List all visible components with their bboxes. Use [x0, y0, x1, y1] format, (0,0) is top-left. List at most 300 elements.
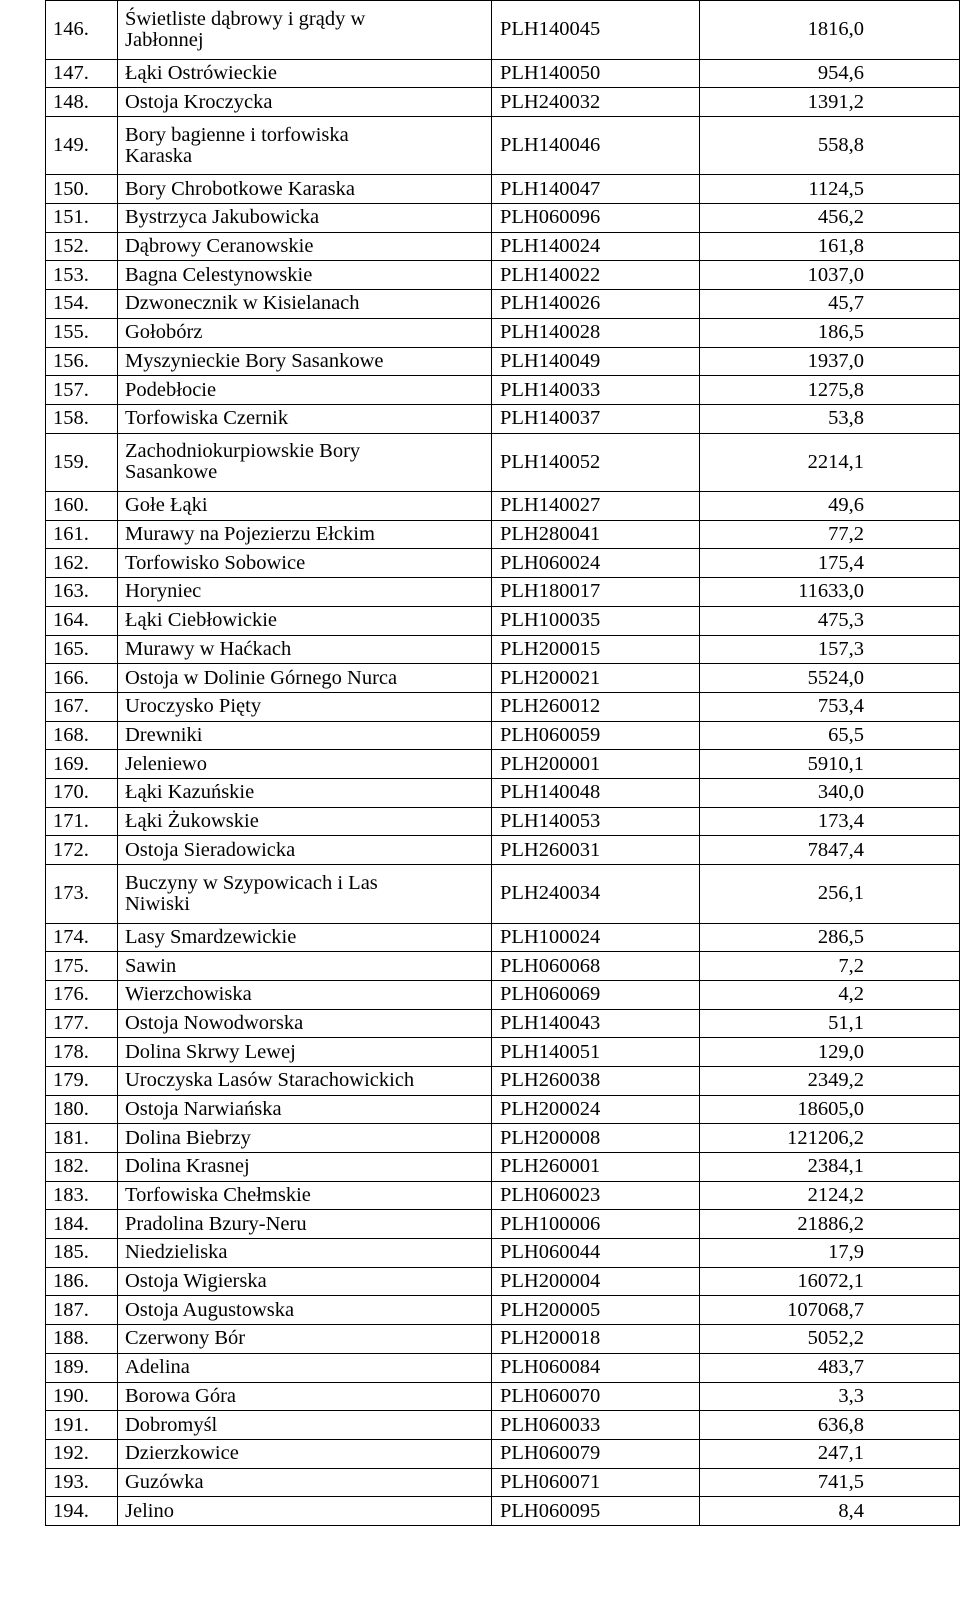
- site-area-cell: 2214,1: [700, 433, 960, 492]
- table-row: [46, 1439, 960, 1468]
- table-row: [46, 347, 960, 376]
- row-number-cell: 190.: [46, 1382, 118, 1411]
- site-area-cell: 18605,0: [700, 1095, 960, 1124]
- site-name-line: Bagna Celestynowskie: [125, 263, 313, 286]
- site-name-line: Gołobórz: [125, 321, 203, 344]
- row-number-cell: 168.: [46, 721, 118, 750]
- row-number-cell: 161.: [46, 520, 118, 549]
- site-name-cell: [118, 204, 492, 233]
- row-number-cell: 165.: [46, 635, 118, 664]
- table-row: [46, 807, 960, 836]
- site-code-cell: PLH200018: [492, 1325, 700, 1354]
- site-area-cell: 1937,0: [700, 347, 960, 376]
- site-area-cell: 49,6: [700, 492, 960, 521]
- site-name-line: Torfowiska Czernik: [125, 407, 289, 430]
- table-row: [46, 492, 960, 521]
- sites-table-body: [46, 1, 960, 1526]
- site-code-cell: PLH060059: [492, 721, 700, 750]
- site-name-cell: [118, 404, 492, 433]
- site-area-cell: 5052,2: [700, 1325, 960, 1354]
- row-number-cell: 153.: [46, 261, 118, 290]
- site-code-cell: PLH200001: [492, 750, 700, 779]
- site-name-cell: [118, 664, 492, 693]
- site-name-cell: [118, 59, 492, 88]
- site-code-cell: PLH140051: [492, 1038, 700, 1067]
- site-area-cell: 2349,2: [700, 1066, 960, 1095]
- row-number-cell: 172.: [46, 836, 118, 865]
- site-name-line: Ostoja Augustowska: [125, 1298, 295, 1321]
- site-area-cell: 7,2: [700, 952, 960, 981]
- site-name-line: Myszynieckie Bory Sasankowe: [125, 349, 384, 372]
- row-number-cell: 183.: [46, 1181, 118, 1210]
- table-row: [46, 1210, 960, 1239]
- row-number-cell: 182.: [46, 1153, 118, 1182]
- site-name-line: Wierzchowiska: [125, 983, 252, 1006]
- site-name-cell: [118, 778, 492, 807]
- table-row: [46, 204, 960, 233]
- site-name-cell: [118, 318, 492, 347]
- site-name-line: Guzówka: [125, 1470, 204, 1493]
- row-number-cell: 166.: [46, 664, 118, 693]
- site-code-cell: PLH240032: [492, 88, 700, 117]
- site-code-cell: PLH060044: [492, 1239, 700, 1268]
- site-code-cell: PLH140050: [492, 59, 700, 88]
- table-row: [46, 952, 960, 981]
- site-name-cell: [118, 578, 492, 607]
- site-area-cell: 2124,2: [700, 1181, 960, 1210]
- site-code-cell: PLH140037: [492, 404, 700, 433]
- row-number-cell: 154.: [46, 290, 118, 319]
- natura2000-sites-table: [45, 0, 960, 1526]
- site-area-cell: 51,1: [700, 1009, 960, 1038]
- site-name-cell: [118, 1411, 492, 1440]
- site-code-cell: PLH140045: [492, 1, 700, 60]
- site-area-cell: 7847,4: [700, 836, 960, 865]
- table-row: [46, 549, 960, 578]
- row-number-cell: 186.: [46, 1267, 118, 1296]
- row-number-cell: 162.: [46, 549, 118, 578]
- site-code-cell: PLH100035: [492, 606, 700, 635]
- site-area-cell: 45,7: [700, 290, 960, 319]
- site-name-line: Łąki Ostrówieckie: [125, 61, 277, 84]
- table-row: [46, 980, 960, 1009]
- row-number-cell: 164.: [46, 606, 118, 635]
- site-code-cell: PLH100024: [492, 923, 700, 952]
- site-name-cell: [118, 1353, 492, 1382]
- row-number-cell: 192.: [46, 1439, 118, 1468]
- site-code-cell: PLH140047: [492, 175, 700, 204]
- row-number-cell: 187.: [46, 1296, 118, 1325]
- table-row: [46, 1296, 960, 1325]
- table-row: [46, 578, 960, 607]
- site-area-cell: 1816,0: [700, 1, 960, 60]
- table-row: [46, 1353, 960, 1382]
- site-name-cell: [118, 807, 492, 836]
- site-area-cell: 256,1: [700, 865, 960, 924]
- site-name-cell: [118, 606, 492, 635]
- site-name-cell: [118, 1239, 492, 1268]
- site-code-cell: PLH140028: [492, 318, 700, 347]
- site-name-line: Łąki Ciebłowickie: [125, 609, 277, 632]
- site-code-cell: PLH060071: [492, 1468, 700, 1497]
- site-name-cell: [118, 1468, 492, 1497]
- site-name-cell: [118, 750, 492, 779]
- site-code-cell: PLH260031: [492, 836, 700, 865]
- site-area-cell: 8,4: [700, 1497, 960, 1526]
- site-name-line: Pradolina Bzury-Neru: [125, 1212, 307, 1235]
- table-row: [46, 232, 960, 261]
- table-row: [46, 59, 960, 88]
- site-name-line: Lasy Smardzewickie: [125, 925, 297, 948]
- row-number-cell: 150.: [46, 175, 118, 204]
- site-area-cell: 16072,1: [700, 1267, 960, 1296]
- site-area-cell: 21886,2: [700, 1210, 960, 1239]
- row-number-cell: 159.: [46, 433, 118, 492]
- site-area-cell: 1037,0: [700, 261, 960, 290]
- site-name-line: Świetliste dąbrowy i grądy w: [125, 7, 366, 30]
- site-area-cell: 475,3: [700, 606, 960, 635]
- site-name-line: Zachodniokurpiowskie Bory: [125, 440, 361, 463]
- row-number-cell: 148.: [46, 88, 118, 117]
- site-area-cell: 157,3: [700, 635, 960, 664]
- row-number-cell: 158.: [46, 404, 118, 433]
- table-row: [46, 88, 960, 117]
- row-number-cell: 180.: [46, 1095, 118, 1124]
- site-name-line: Łąki Kazuńskie: [125, 781, 255, 804]
- site-name-line: Dolina Skrwy Lewej: [125, 1040, 296, 1063]
- site-name-line: Dzwonecznik w Kisielanach: [125, 292, 360, 315]
- site-name-cell: [118, 1153, 492, 1182]
- site-name-line: Ostoja Sieradowicka: [125, 838, 296, 861]
- table-row: [46, 116, 960, 175]
- site-name-cell: [118, 175, 492, 204]
- table-row: [46, 1267, 960, 1296]
- site-name-cell: [118, 1210, 492, 1239]
- site-name-cell: [118, 721, 492, 750]
- site-name-line: Borowa Góra: [125, 1384, 237, 1407]
- table-row: [46, 1239, 960, 1268]
- table-row: [46, 175, 960, 204]
- row-number-cell: 174.: [46, 923, 118, 952]
- site-area-cell: 2384,1: [700, 1153, 960, 1182]
- site-area-cell: 247,1: [700, 1439, 960, 1468]
- site-area-cell: 11633,0: [700, 578, 960, 607]
- site-area-cell: 107068,7: [700, 1296, 960, 1325]
- site-name-line: Uroczysko Pięty: [125, 695, 262, 718]
- site-area-cell: 340,0: [700, 778, 960, 807]
- site-code-cell: PLH060069: [492, 980, 700, 1009]
- site-name-line: Ostoja Kroczycka: [125, 90, 273, 113]
- table-row: [46, 1009, 960, 1038]
- site-name-cell: [118, 1296, 492, 1325]
- site-name-cell: [118, 520, 492, 549]
- site-code-cell: PLH280041: [492, 520, 700, 549]
- site-name-line: Sawin: [125, 954, 177, 977]
- site-name-cell: [118, 232, 492, 261]
- table-row: [46, 836, 960, 865]
- site-name-line: Jelino: [125, 1499, 174, 1522]
- table-row: [46, 750, 960, 779]
- site-name-line: Dobromyśl: [125, 1413, 218, 1436]
- site-code-cell: PLH060079: [492, 1439, 700, 1468]
- site-name-line: Ostoja w Dolinie Górnego Nurca: [125, 666, 398, 689]
- site-name-cell: [118, 1095, 492, 1124]
- row-number-cell: 167.: [46, 692, 118, 721]
- site-name-cell: [118, 1382, 492, 1411]
- site-name-cell: [118, 1124, 492, 1153]
- site-name-line: Czerwony Bór: [125, 1327, 246, 1350]
- site-area-cell: 5910,1: [700, 750, 960, 779]
- site-area-cell: 3,3: [700, 1382, 960, 1411]
- row-number-cell: 191.: [46, 1411, 118, 1440]
- site-name-line: Dolina Krasnej: [125, 1155, 250, 1178]
- site-code-cell: PLH140022: [492, 261, 700, 290]
- table-row: [46, 1095, 960, 1124]
- site-area-cell: 65,5: [700, 721, 960, 750]
- table-row: [46, 1124, 960, 1153]
- site-area-cell: 286,5: [700, 923, 960, 952]
- site-name-line: Jabłonnej: [125, 28, 204, 51]
- table-row: [46, 692, 960, 721]
- site-name-line: Sasankowe: [125, 461, 218, 484]
- site-code-cell: PLH140043: [492, 1009, 700, 1038]
- site-code-cell: PLH200008: [492, 1124, 700, 1153]
- site-name-cell: [118, 980, 492, 1009]
- site-name-cell: [118, 635, 492, 664]
- site-name-cell: [118, 376, 492, 405]
- site-name-cell: [118, 692, 492, 721]
- site-area-cell: 173,4: [700, 807, 960, 836]
- row-number-cell: 152.: [46, 232, 118, 261]
- row-number-cell: 176.: [46, 980, 118, 1009]
- row-number-cell: 179.: [46, 1066, 118, 1095]
- row-number-cell: 146.: [46, 1, 118, 60]
- site-area-cell: 741,5: [700, 1468, 960, 1497]
- row-number-cell: 175.: [46, 952, 118, 981]
- table-row: [46, 520, 960, 549]
- site-name-cell: [118, 1066, 492, 1095]
- site-area-cell: 5524,0: [700, 664, 960, 693]
- row-number-cell: 160.: [46, 492, 118, 521]
- site-name-cell: [118, 433, 492, 492]
- site-code-cell: PLH200021: [492, 664, 700, 693]
- site-name-line: Adelina: [125, 1356, 190, 1379]
- site-area-cell: 175,4: [700, 549, 960, 578]
- site-code-cell: PLH060096: [492, 204, 700, 233]
- table-row: [46, 433, 960, 492]
- site-name-line: Podebłocie: [125, 378, 217, 401]
- site-area-cell: 129,0: [700, 1038, 960, 1067]
- site-name-cell: [118, 1325, 492, 1354]
- site-code-cell: PLH200015: [492, 635, 700, 664]
- site-code-cell: PLH260038: [492, 1066, 700, 1095]
- site-code-cell: PLH240034: [492, 865, 700, 924]
- row-number-cell: 193.: [46, 1468, 118, 1497]
- row-number-cell: 163.: [46, 578, 118, 607]
- site-area-cell: 53,8: [700, 404, 960, 433]
- site-name-cell: [118, 952, 492, 981]
- row-number-cell: 157.: [46, 376, 118, 405]
- row-number-cell: 151.: [46, 204, 118, 233]
- site-name-line: Niwiski: [125, 892, 190, 915]
- site-name-line: Bystrzyca Jakubowicka: [125, 206, 320, 229]
- site-name-cell: [118, 1267, 492, 1296]
- site-name-line: Buczyny w Szypowicach i Las: [125, 871, 378, 894]
- site-name-line: Karaska: [125, 144, 193, 167]
- site-code-cell: PLH060068: [492, 952, 700, 981]
- site-name-cell: [118, 492, 492, 521]
- site-code-cell: PLH260001: [492, 1153, 700, 1182]
- row-number-cell: 177.: [46, 1009, 118, 1038]
- table-row: [46, 376, 960, 405]
- site-name-line: Dąbrowy Ceranowskie: [125, 235, 314, 258]
- site-code-cell: PLH140027: [492, 492, 700, 521]
- row-number-cell: 188.: [46, 1325, 118, 1354]
- row-number-cell: 156.: [46, 347, 118, 376]
- site-name-cell: [118, 116, 492, 175]
- site-name-line: Torfowisko Sobowice: [125, 551, 306, 574]
- site-name-line: Dolina Biebrzy: [125, 1126, 251, 1149]
- site-name-line: Drewniki: [125, 723, 203, 746]
- row-number-cell: 178.: [46, 1038, 118, 1067]
- row-number-cell: 189.: [46, 1353, 118, 1382]
- table-row: [46, 1325, 960, 1354]
- site-name-line: Dzierzkowice: [125, 1442, 239, 1465]
- table-row: [46, 1038, 960, 1067]
- site-code-cell: PLH140049: [492, 347, 700, 376]
- site-code-cell: PLH060023: [492, 1181, 700, 1210]
- row-number-cell: 169.: [46, 750, 118, 779]
- site-code-cell: PLH060070: [492, 1382, 700, 1411]
- site-name-cell: [118, 1038, 492, 1067]
- site-name-line: Horyniec: [125, 580, 202, 603]
- site-name-cell: [118, 1181, 492, 1210]
- site-name-line: Ostoja Wigierska: [125, 1270, 267, 1293]
- table-row: [46, 404, 960, 433]
- site-code-cell: PLH140053: [492, 807, 700, 836]
- site-name-cell: [118, 836, 492, 865]
- table-row: [46, 261, 960, 290]
- row-number-cell: 155.: [46, 318, 118, 347]
- site-area-cell: 636,8: [700, 1411, 960, 1440]
- table-row: [46, 606, 960, 635]
- site-code-cell: PLH260012: [492, 692, 700, 721]
- site-code-cell: PLH200004: [492, 1267, 700, 1296]
- site-name-cell: [118, 290, 492, 319]
- site-code-cell: PLH200005: [492, 1296, 700, 1325]
- site-name-line: Ostoja Narwiańska: [125, 1097, 282, 1120]
- site-name-line: Bory bagienne i torfowiska: [125, 123, 349, 146]
- site-name-cell: [118, 865, 492, 924]
- site-area-cell: 1275,8: [700, 376, 960, 405]
- row-number-cell: 170.: [46, 778, 118, 807]
- row-number-cell: 173.: [46, 865, 118, 924]
- site-code-cell: PLH140033: [492, 376, 700, 405]
- site-area-cell: 77,2: [700, 520, 960, 549]
- site-area-cell: 121206,2: [700, 1124, 960, 1153]
- site-code-cell: PLH140048: [492, 778, 700, 807]
- site-area-cell: 483,7: [700, 1353, 960, 1382]
- site-name-line: Murawy w Haćkach: [125, 637, 292, 660]
- site-code-cell: PLH140052: [492, 433, 700, 492]
- site-area-cell: 456,2: [700, 204, 960, 233]
- table-row: [46, 664, 960, 693]
- site-name-line: Bory Chrobotkowe Karaska: [125, 177, 356, 200]
- site-code-cell: PLH060033: [492, 1411, 700, 1440]
- row-number-cell: 181.: [46, 1124, 118, 1153]
- site-name-cell: [118, 923, 492, 952]
- site-name-line: Łąki Żukowskie: [125, 809, 259, 832]
- row-number-cell: 194.: [46, 1497, 118, 1526]
- site-code-cell: PLH060024: [492, 549, 700, 578]
- site-name-cell: [118, 347, 492, 376]
- site-area-cell: 17,9: [700, 1239, 960, 1268]
- table-row: [46, 923, 960, 952]
- site-area-cell: 1124,5: [700, 175, 960, 204]
- table-row: [46, 1066, 960, 1095]
- table-row: [46, 865, 960, 924]
- row-number-cell: 171.: [46, 807, 118, 836]
- site-code-cell: PLH060084: [492, 1353, 700, 1382]
- site-name-line: Gołe Łąki: [125, 494, 208, 517]
- site-area-cell: 954,6: [700, 59, 960, 88]
- site-area-cell: 4,2: [700, 980, 960, 1009]
- site-name-line: Niedzieliska: [125, 1241, 228, 1264]
- table-row: [46, 635, 960, 664]
- site-name-cell: [118, 1439, 492, 1468]
- site-name-cell: [118, 1009, 492, 1038]
- row-number-cell: 147.: [46, 59, 118, 88]
- site-name-line: Ostoja Nowodworska: [125, 1011, 304, 1034]
- table-row: [46, 1468, 960, 1497]
- site-name-cell: [118, 88, 492, 117]
- site-code-cell: PLH140026: [492, 290, 700, 319]
- site-code-cell: PLH200024: [492, 1095, 700, 1124]
- table-row: [46, 1181, 960, 1210]
- site-code-cell: PLH180017: [492, 578, 700, 607]
- site-code-cell: PLH100006: [492, 1210, 700, 1239]
- table-row: [46, 1497, 960, 1526]
- table-row: [46, 1, 960, 60]
- table-row: [46, 721, 960, 750]
- table-row: [46, 1382, 960, 1411]
- table-row: [46, 1411, 960, 1440]
- site-name-line: Torfowiska Chełmskie: [125, 1184, 311, 1207]
- site-area-cell: 558,8: [700, 116, 960, 175]
- row-number-cell: 149.: [46, 116, 118, 175]
- site-code-cell: PLH140024: [492, 232, 700, 261]
- site-name-cell: [118, 1, 492, 60]
- site-name-cell: [118, 261, 492, 290]
- site-area-cell: 186,5: [700, 318, 960, 347]
- site-name-line: Murawy na Pojezierzu Ełckim: [125, 523, 375, 546]
- site-code-cell: PLH140046: [492, 116, 700, 175]
- table-row: [46, 318, 960, 347]
- site-code-cell: PLH060095: [492, 1497, 700, 1526]
- table-row: [46, 1153, 960, 1182]
- row-number-cell: 185.: [46, 1239, 118, 1268]
- table-row: [46, 290, 960, 319]
- site-area-cell: 161,8: [700, 232, 960, 261]
- site-area-cell: 753,4: [700, 692, 960, 721]
- site-name-line: Uroczyska Lasów Starachowickich: [125, 1069, 415, 1092]
- table-row: [46, 778, 960, 807]
- site-area-cell: 1391,2: [700, 88, 960, 117]
- site-name-line: Jeleniewo: [125, 752, 207, 775]
- site-name-cell: [118, 549, 492, 578]
- row-number-cell: 184.: [46, 1210, 118, 1239]
- site-name-cell: [118, 1497, 492, 1526]
